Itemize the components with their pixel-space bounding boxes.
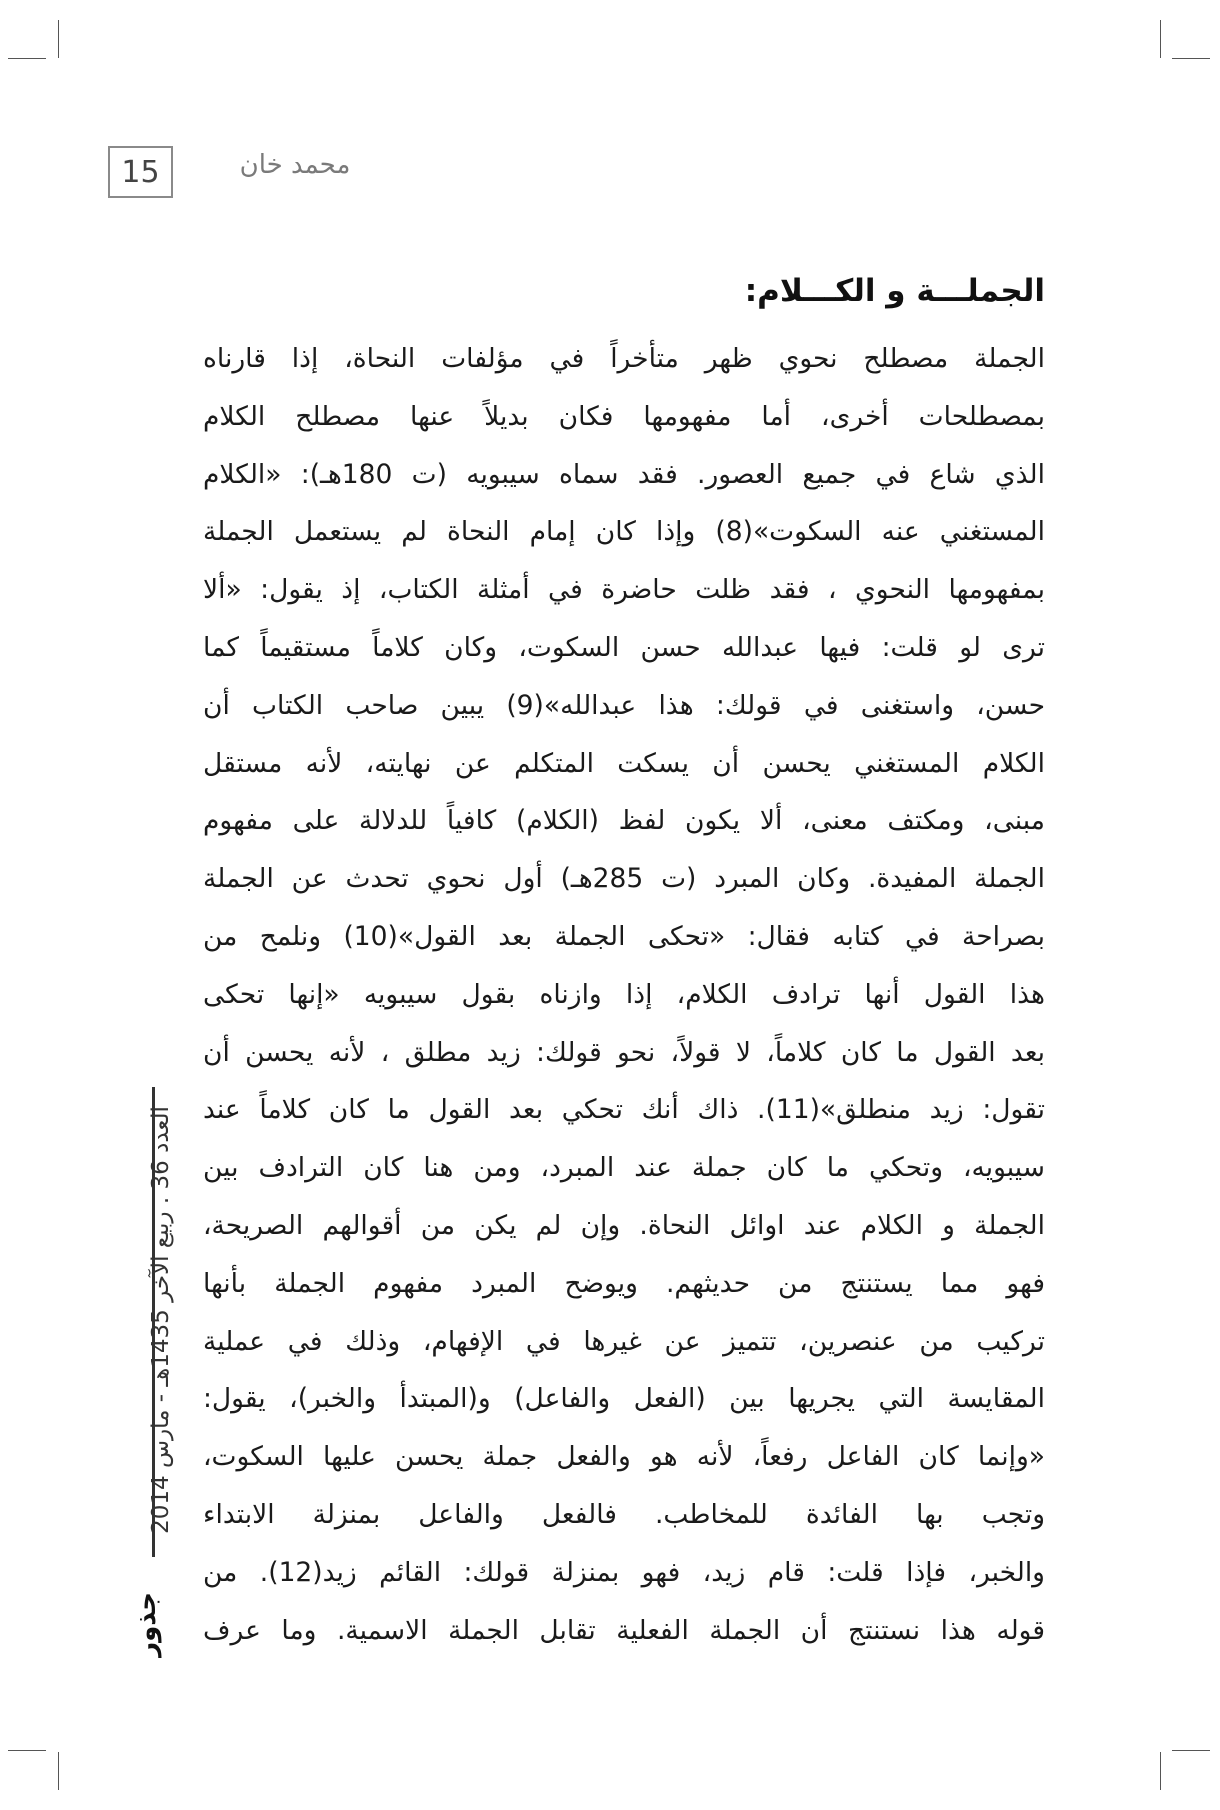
crop-mark: [1160, 20, 1161, 58]
crop-mark: [58, 20, 59, 58]
text-line: الجملة مصطلح نحوي ظهر متأخراً في مؤلفات النحاة، إذا قارناه: [203, 343, 1045, 374]
text-line: هذا القول أنها ترادف الكلام، إذا وازناه بقول سيبويه «إنها تحكى: [203, 978, 1045, 1010]
text-line: فهو مما يستنتج من حديثهم. ويوضح المبرد مفهوم الجملة بأنها: [203, 1267, 1045, 1299]
text-line: المقايسة التي يجريها بين (الفعل والفاعل) و(المبتدأ والخبر)، يقول:: [203, 1383, 1045, 1415]
text-line: مبنى، ومكتف معنى، ألا يكون لفظ (الكلام) كافياً للدلالة على مفهوم: [203, 805, 1045, 837]
article-body: [203, 330, 1045, 1659]
text-line: بعد القول ما كان كلاماً، لا قولاً، نحو قولك: زيد مطلق ، لأنه يحسن أن: [203, 1036, 1045, 1068]
crop-mark: [8, 1750, 46, 1751]
text-line: بمفهومها النحوي ، فقد ظلت حاضرة في أمثلة الكتاب، إذ يقول: «ألا: [203, 574, 1045, 606]
text-line: وتجب بها الفائدة للمخاطب. فالفعل والفاعل بمنزلة الابتداء: [203, 1498, 1045, 1530]
text-line: والخبر، فإذا قلت: قام زيد، فهو بمنزلة قولك: القائم زيد(12). من: [203, 1556, 1045, 1588]
author-name: محمد خان: [239, 150, 351, 180]
text-line: الكلام المستغني يحسن أن يسكت المتكلم عن نهايته، لأنه مستقل: [203, 747, 1045, 779]
crop-mark: [8, 58, 46, 59]
text-line: قوله هذا نستنتج أن الجملة الفعلية تقابل الجملة الاسمية. وما عرف: [203, 1614, 1045, 1646]
issue-info: العدد 36 . ربيع الآخر 1435هـ - مارس 2014: [148, 1106, 174, 1534]
text-line: ترى لو قلت: فيها عبدالله حسن السكوت، وكان كلاماً مستقيماً كما: [203, 631, 1045, 663]
text-line: بصراحة في كتابه فقال: «تحكى الجملة بعد القول»(10) ونلمح من: [203, 920, 1045, 952]
crop-mark: [58, 1752, 59, 1790]
text-line: الجملة و الكلام عند اوائل النحاة. وإن لم يكن من أقوالهم الصريحة،: [203, 1209, 1045, 1241]
text-line: تقول: زيد منطلق»(11). ذاك أنك تحكي بعد القول ما كان كلاماً عند: [203, 1094, 1045, 1126]
text-line: الجملة المفيدة. وكان المبرد (ت 285هـ) أول نحوي تحدث عن الجملة: [203, 863, 1045, 895]
page-number: 15: [108, 146, 173, 198]
text-line: الذي شاع في جميع العصور. فقد سماه سيبويه (ت 180هـ): «الكلام: [203, 458, 1045, 490]
text-line: حسن، واستغنى في قولك: هذا عبدالله»(9) يبين صاحب الكتاب أن: [203, 689, 1045, 721]
crop-mark: [1160, 1752, 1161, 1790]
text-line: «وإنما كان الفاعل رفعاً، لأنه هو والفعل جملة يحسن عليها السكوت،: [203, 1441, 1045, 1473]
text-line: بمصطلحات أخرى، أما مفهومها فكان بديلاً عنها مصطلح الكلام: [203, 400, 1045, 432]
crop-mark: [1172, 1750, 1210, 1751]
section-title: الجملـــة و الكـــلام:: [744, 273, 1045, 309]
text-line: سيبويه، وتحكي ما كان جملة عند المبرد، ومن هنا كان الترادف بين: [203, 1152, 1045, 1184]
text-line: المستغني عنه السكوت»(8) وإذا كان إمام النحاة لم يستعمل الجملة: [203, 516, 1045, 548]
text-line: تركيب من عنصرين، تتميز عن غيرها في الإفهام، وذلك في عملية: [203, 1325, 1045, 1357]
crop-mark: [1172, 58, 1210, 59]
journal-logo: جذور: [132, 1592, 162, 1657]
